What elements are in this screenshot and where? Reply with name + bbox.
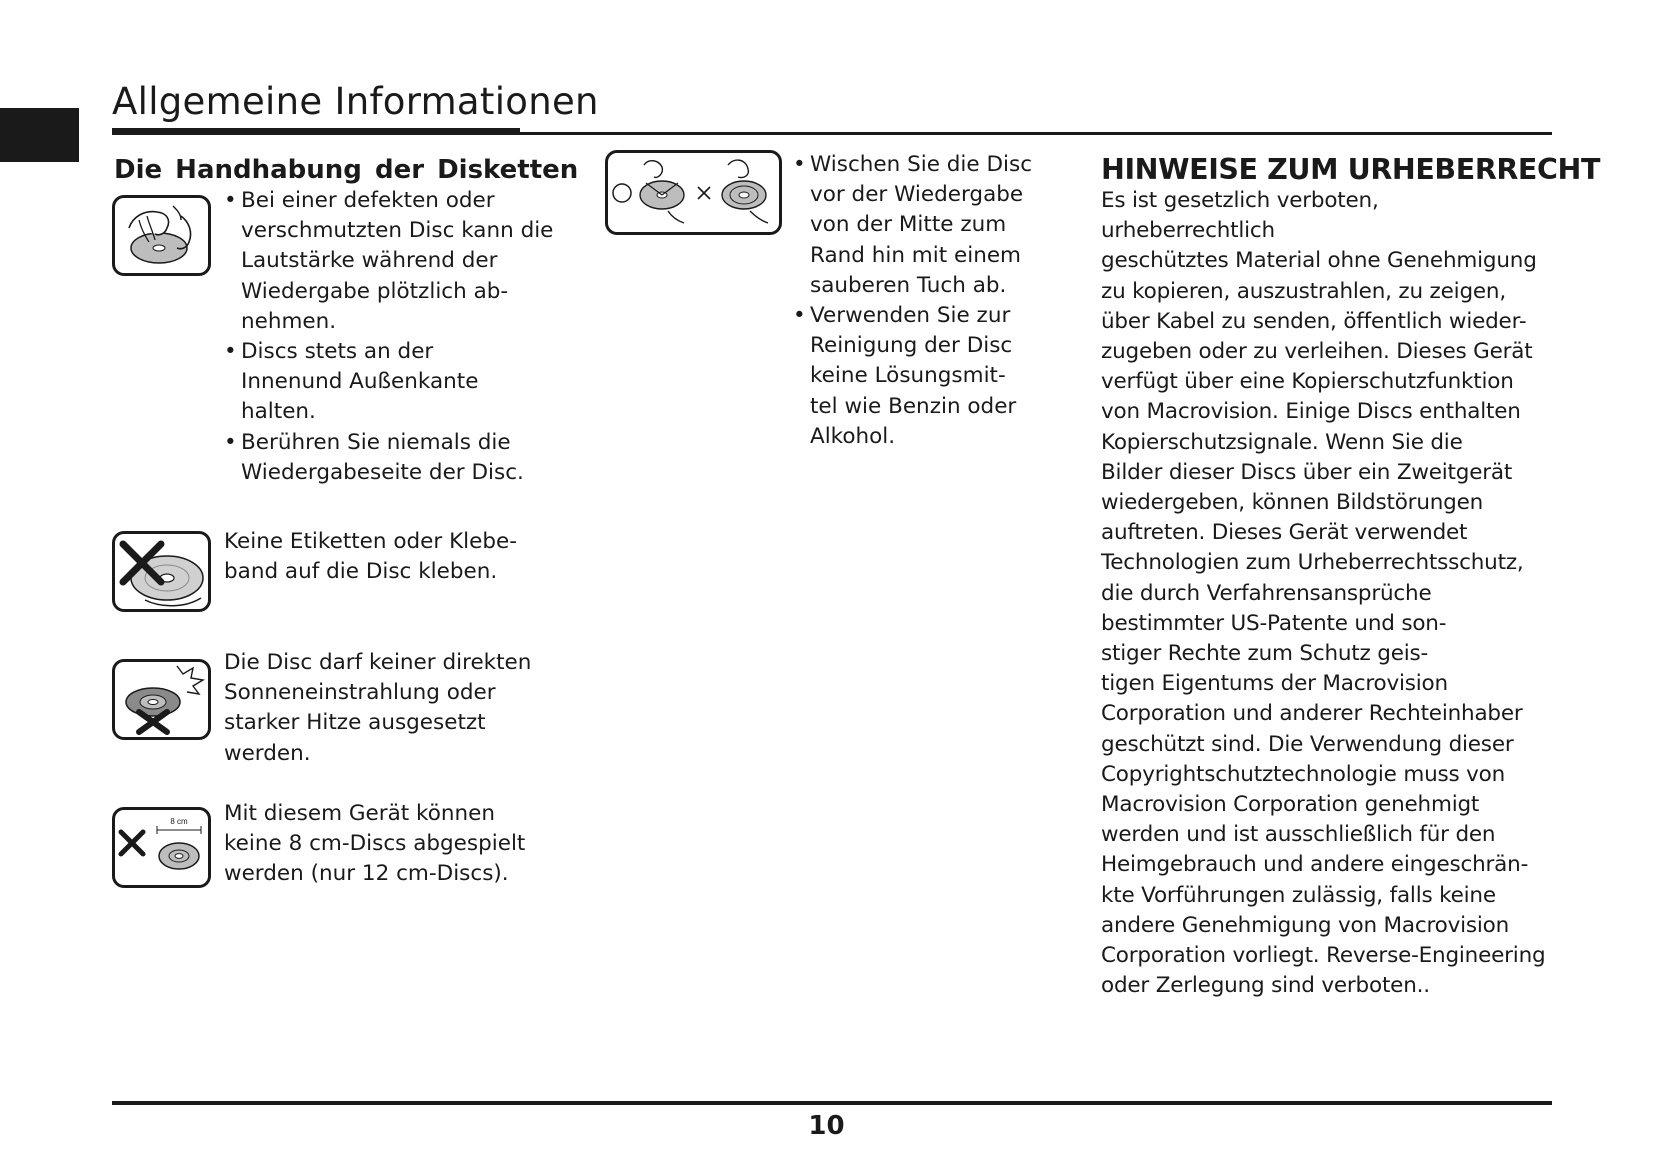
disc-wiping-icon xyxy=(605,150,782,235)
copyright-heading: HINWEISE ZUM URHEBERRECHT xyxy=(1101,153,1600,186)
cleaning-bullet-list xyxy=(793,150,1073,452)
bullet-dot: • xyxy=(793,303,806,329)
bullet-dot: • xyxy=(224,339,237,365)
bullet-dot: • xyxy=(793,152,806,177)
list-item: • Bei einer defekten oder verschmutzten Disc kann die Lautstärke während der Wiedergabe plötzlich ab- nehmen. xyxy=(224,188,554,334)
bullet-dot: • xyxy=(224,429,237,455)
list-item: • Wischen Sie die Disc vor der Wiedergabe von der Mitte zum Rand hin mit einem sauberen Tuch ab. xyxy=(793,152,1033,298)
no-8cm-text: Mit diesem Gerät können keine 8 cm-Discs abgespielt werden (nur 12 cm-Discs). xyxy=(224,801,526,887)
no-8cm-disc-icon xyxy=(112,807,211,888)
size-label-8cm: 8 cm xyxy=(170,817,188,826)
no-sunlight-disc-icon xyxy=(112,659,211,740)
no-label-disc-icon xyxy=(112,531,211,612)
chapter-tab-marker xyxy=(0,108,79,162)
page-title: Allgemeine Informationen xyxy=(112,80,599,123)
page-number: 10 xyxy=(808,1111,845,1141)
no-labels-text: Keine Etiketten oder Klebe- band auf die Disc kleben. xyxy=(224,529,518,585)
hold-disc-icon xyxy=(112,195,211,276)
header-rule-accent xyxy=(112,128,520,135)
list-item: • Berühren Sie niemals die Wiedergabeseite der Disc. xyxy=(224,429,524,485)
disc-handling-heading: Die Handhabung der Disketten xyxy=(114,155,579,185)
bullet-dot: • xyxy=(224,188,237,213)
no-sunlight-text: Die Disc darf keiner direkten Sonneneinstrahlung oder starker Hitze ausgesetzt werden. xyxy=(224,650,532,766)
list-item: • Discs stets an der Innenund Außenkante halten. xyxy=(224,339,479,425)
copyright-text: Es ist gesetzlich verboten, urheberrechtlich geschütztes Material ohne Genehmigung zu kopieren, auszustrahlen, zu zeigen, über Kabel zu senden, öffentlich wieder- zugeben oder zu verleihen. Dieses Gerät verfügt über eine Kopierschutzfunktion von Macrovision. Einige Discs enthalten Kopierschutzsignale. Wenn Sie die Bilder dieser Discs über ein Zweitgerät wiedergeben, können Bildstörungen auftreten. Dieses Gerät verwendet Technologien zum Urheberrechtsschutz, die durch Verfahrensansprüche bestimmter US-Patente und son- stiger Rechte zum Schutz geis- tigen Eigentums der Macrovision Corporation und anderer Rechteinhaber geschützt sind. Die Verwendung dieser Copyrightschutztechnologie muss von Macrovision Corporation genehmigt werden und ist ausschließlich für den Heimgebrauch und andere eingeschrän- kte Vorführungen zulässig, falls keine andere Genehmigung von Macrovision Corporation vorliegt. Reverse-Engineering oder Zerlegung sind verboten.. xyxy=(1101,188,1546,999)
footer-rule xyxy=(112,1101,1552,1105)
list-item: • Verwenden Sie zur Reinigung der Disc keine Lösungsmit- tel wie Benzin oder Alkohol. xyxy=(793,303,1017,449)
handling-bullet-list xyxy=(224,186,584,488)
